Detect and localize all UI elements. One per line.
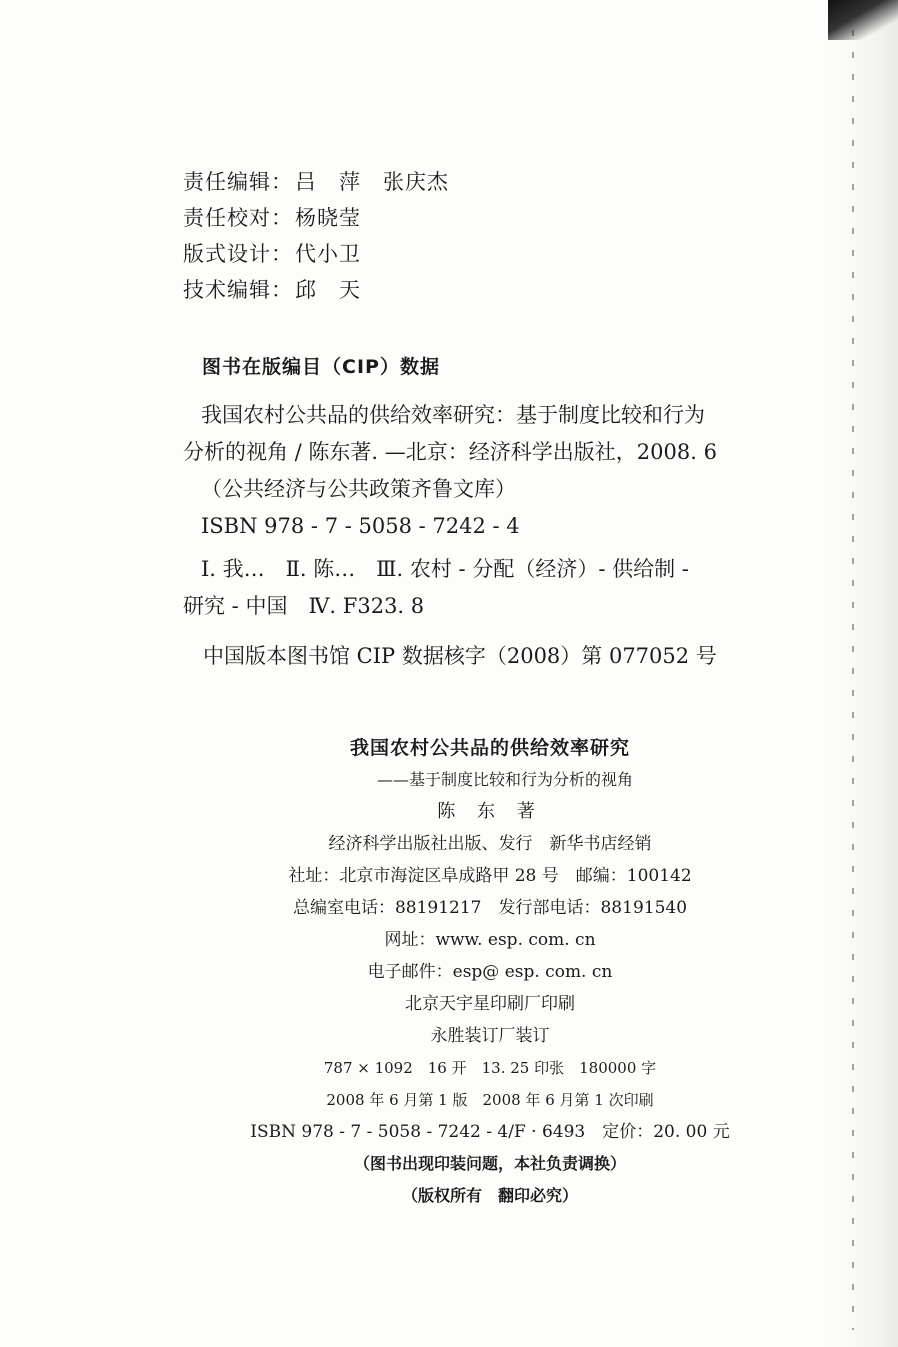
credit-value: 代小卫 <box>295 242 361 266</box>
scan-corner-shadow <box>828 0 898 40</box>
page-shadow <box>828 0 898 1347</box>
quality-notice: （图书出现印装问题，本社负责调换） <box>353 1154 626 1173</box>
cip-isbn: ISBN 978 - 7 - 5058 - 7242 - 4 <box>201 514 520 538</box>
credit-value: 邱 天 <box>295 278 361 302</box>
credit-label: 责任编辑： <box>183 170 293 194</box>
colophon <box>230 732 750 1212</box>
edition-info: 2008 年 6 月第 1 版 2008 年 6 月第 1 次印刷 <box>326 1091 654 1109</box>
credit-label: 版式设计： <box>183 242 293 266</box>
cip-series: （公共经济与公共政策齐鲁文库） <box>201 477 516 501</box>
credit-value: 吕 萍 张庆杰 <box>295 170 449 194</box>
cip-subjects: Ⅰ. 我… Ⅱ. 陈… Ⅲ. 农村 - 分配（经济）- 供给制 - <box>201 557 689 581</box>
cip-heading: 图书在版编目（CIP）数据 <box>202 356 440 378</box>
credit-row <box>183 199 449 235</box>
cip-line: 我国农村公共品的供给效率研究：基于制度比较和行为 <box>201 403 705 427</box>
publisher-phones: 总编室电话：88191217 发行部电话：88191540 <box>292 898 688 918</box>
credit-row <box>183 163 449 199</box>
publisher-line: 经济科学出版社出版、发行 新华书店经销 <box>328 834 652 854</box>
author: 陈 东 著 <box>437 801 543 822</box>
cip-subjects: 研究 - 中国 Ⅳ. F323. 8 <box>183 594 425 618</box>
book-subtitle: ——基于制度比较和行为分析的视角 <box>376 770 633 789</box>
scan-edge-line <box>852 30 854 1330</box>
cip-line: 分析的视角 / 陈东著. —北京：经济科学出版社，2008. 6 <box>183 440 717 464</box>
publisher-email: 电子邮件：esp@ esp. com. cn <box>367 962 613 982</box>
print-specs: 787 × 1092 16 开 13. 25 印张 180000 字 <box>323 1059 657 1077</box>
editorial-credits <box>183 163 449 307</box>
cip-record <box>183 397 763 625</box>
publisher-website: 网址：www. esp. com. cn <box>384 930 596 950</box>
publisher-address: 社址：北京市海淀区阜成路甲 28 号 邮编：100142 <box>288 866 692 886</box>
book-title: 我国农村公共品的供给效率研究 <box>349 737 630 759</box>
cip-approval-number: 中国版本图书馆 CIP 数据核字（2008）第 077052 号 <box>203 644 717 668</box>
credit-row <box>183 271 449 307</box>
credit-row <box>183 235 449 271</box>
credit-label: 责任校对： <box>183 206 293 230</box>
isbn-price: ISBN 978 - 7 - 5058 - 7242 - 4/F · 6493 定价：20. 00 元 <box>250 1122 730 1142</box>
binder: 永胜装订厂装订 <box>430 1026 550 1046</box>
credit-value: 杨晓莹 <box>295 206 361 230</box>
copyright-notice: （版权所有 翻印必究） <box>401 1186 578 1205</box>
credit-label: 技术编辑： <box>183 278 293 302</box>
printer: 北京天宇星印刷厂印刷 <box>405 994 575 1014</box>
